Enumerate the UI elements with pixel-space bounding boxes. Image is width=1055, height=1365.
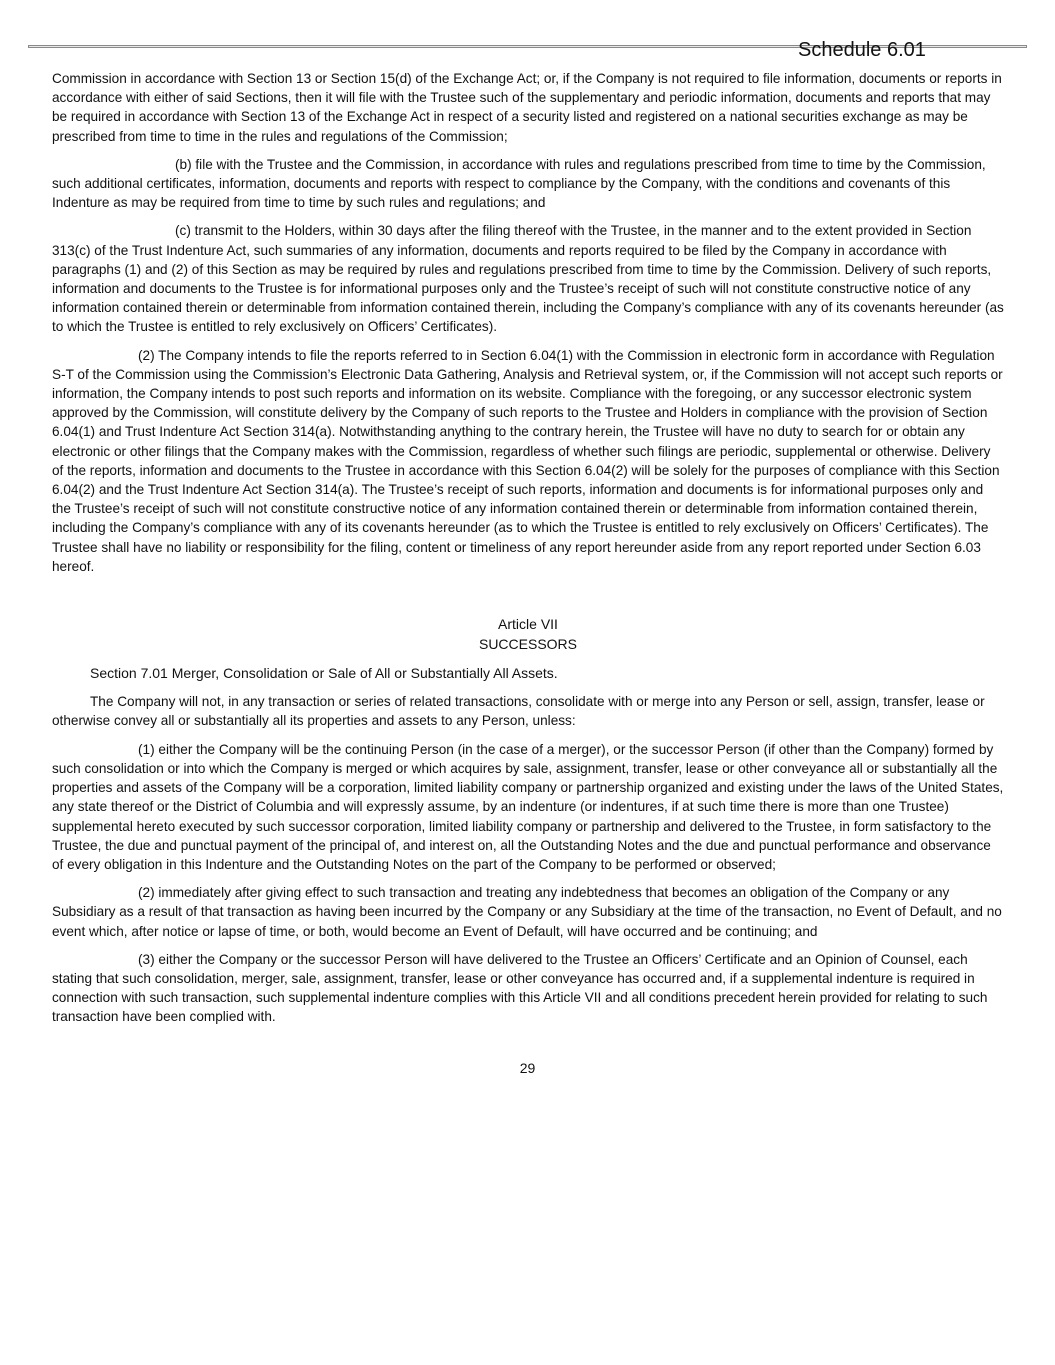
- document-body: [52, 69, 1004, 1036]
- section-item-2: (2) immediately after giving effect to such transaction and treating any indebtedness that becomes an obligation of the Company or any Subsidiary as a result of that transaction as having been incurred by the Company or any Subsidiary at the time of the transaction, no Event of Default, and no event which, after notice or lapse of time, or both, would become an Event of Default, will have occurred and be continuing; and: [52, 885, 1002, 939]
- article-title: Article VII: [498, 616, 558, 633]
- article-heading: [52, 614, 1004, 654]
- paragraph-b: (b) file with the Trustee and the Commission, in accordance with rules and regulations prescribed from time to time by the Commission, such additional certificates, information, documents and reports with respect to compliance by the Company, with the conditions and covenants of this Indenture as may be required from time to time by such rules and regulations; and: [52, 156, 986, 211]
- paragraph-c: (c) transmit to the Holders, within 30 days after the filing thereof with the Trustee, in the manner and to the extent provided in Section 313(c) of the Trust Indenture Act, such summaries of any information, documents and reports required to be filed by the Company in accordance with paragraphs (1) and (2) of this Section as may be required by rules and regulations prescribed from time to time by the Commission. Delivery of such reports, information and documents to the Trustee is for informational purposes only and the Trustee’s receipt of such will not constitute constructive notice of any information contained therein or determinable from information contained therein, including the Company’s compliance with any of its covenants hereunder (as to which the Trustee is entitled to rely exclusively on Officers’ Certificates).: [52, 223, 1004, 335]
- section-item-1: (1) either the Company will be the continuing Person (in the case of a merger), or the successor Person (if other than the Company) formed by such consolidation or into which the Company is merged or which acquires by sale, assignment, transfer, lease or other conveyance all or substantially all the properties and assets of the Company will be a corporation, limited liability company or partnership organized and existing under the laws of the United States, any state thereof or the District of Columbia and will expressly assume, by an indenture (or indentures, if at such time there is more than one Trustee) supplemental hereto executed by such successor corporation, limited liability company or partnership and delivered to the Trustee, in form satisfactory to the Trustee, the due and punctual payment of the principal of, and interest on, all the Outstanding Notes and the due and punctual performance and observance of every obligation in this Indenture and the Outstanding Notes on the part of the Company to be performed or observed;: [52, 741, 1004, 872]
- section-item-3: (3) either the Company or the successor Person will have delivered to the Trustee an Officers’ Certificate and an Opinion of Counsel, each stating that such consolidation, merger, sale, assignment, transfer, lease or other conveyance has occurred and, if a supplemental indenture is required in connection with such transaction, such supplemental indenture complies with this Article VII and all conditions precedent herein provided for relating to such transaction have been complied with.: [52, 951, 988, 1025]
- section-intro: The Company will not, in any transaction or series of related transactions, consolidate with or merge into any Person or sell, assign, transfer, lease or otherwise convey all or substantially all its properties and assets to any Person, unless:: [52, 694, 985, 729]
- paragraph-continuation: Commission in accordance with Section 13 or Section 15(d) of the Exchange Act; or, if the Company is not required to file information, documents or reports in accordance with either of said Sections, then it will file with the Trustee such of the supplementary and periodic information, documents and reports that may be required in accordance with Section 13 of the Exchange Act in respect of a security listed and registered on a national securities exchange as may be prescribed from time to time in the rules and regulations of the Commission;: [52, 71, 1002, 144]
- paragraph-2: (2) The Company intends to file the reports referred to in Section 6.04(1) with the Commission in electronic form in accordance with Regulation S-T of the Commission using the Commission’s Electronic Data Gathering, Analysis and Retrieval system, or, if the Commission will not accept such reports or information, the Company intends to post such reports and information on its website. Compliance with the foregoing, or any successor electronic system approved by the Commission, will constitute delivery by the Company of such reports to the Trustee and Holders in compliance with the provision of Section 6.04(1) and Trust Indenture Act Section 314(a). Notwithstanding anything to the contrary herein, the Trustee will have no duty to search for or obtain any electronic or other filings that the Company makes with the Commission, regardless of whether such filings are periodic, supplemental or otherwise. Delivery of the reports, information and documents to the Trustee in accordance with this Section 6.04(2) will be solely for the purposes of compliance with this Section 6.04(2) and the Trust Indenture Act Section 314(a). The Trustee’s receipt of such reports, information and documents is for informational purposes only and the Trustee’s receipt of such will not constitute constructive notice of any information contained therein or determinable from information contained therein, including the Company’s compliance with any of its covenants hereunder (as to which the Trustee is entitled to rely exclusively on Officers’ Certificates). The Trustee shall have no liability or responsibility for the filing, content or timeliness of any report hereunder aside from any report reported under Section 6.03 hereof.: [52, 347, 1003, 574]
- schedule-label: Schedule 6.01: [798, 39, 926, 61]
- article-subtitle: SUCCESSORS: [478, 636, 578, 653]
- section-heading: Section 7.01 Merger, Consolidation or Sale of All or Substantially All Assets.: [90, 665, 558, 682]
- page-number: 29: [519, 1060, 536, 1076]
